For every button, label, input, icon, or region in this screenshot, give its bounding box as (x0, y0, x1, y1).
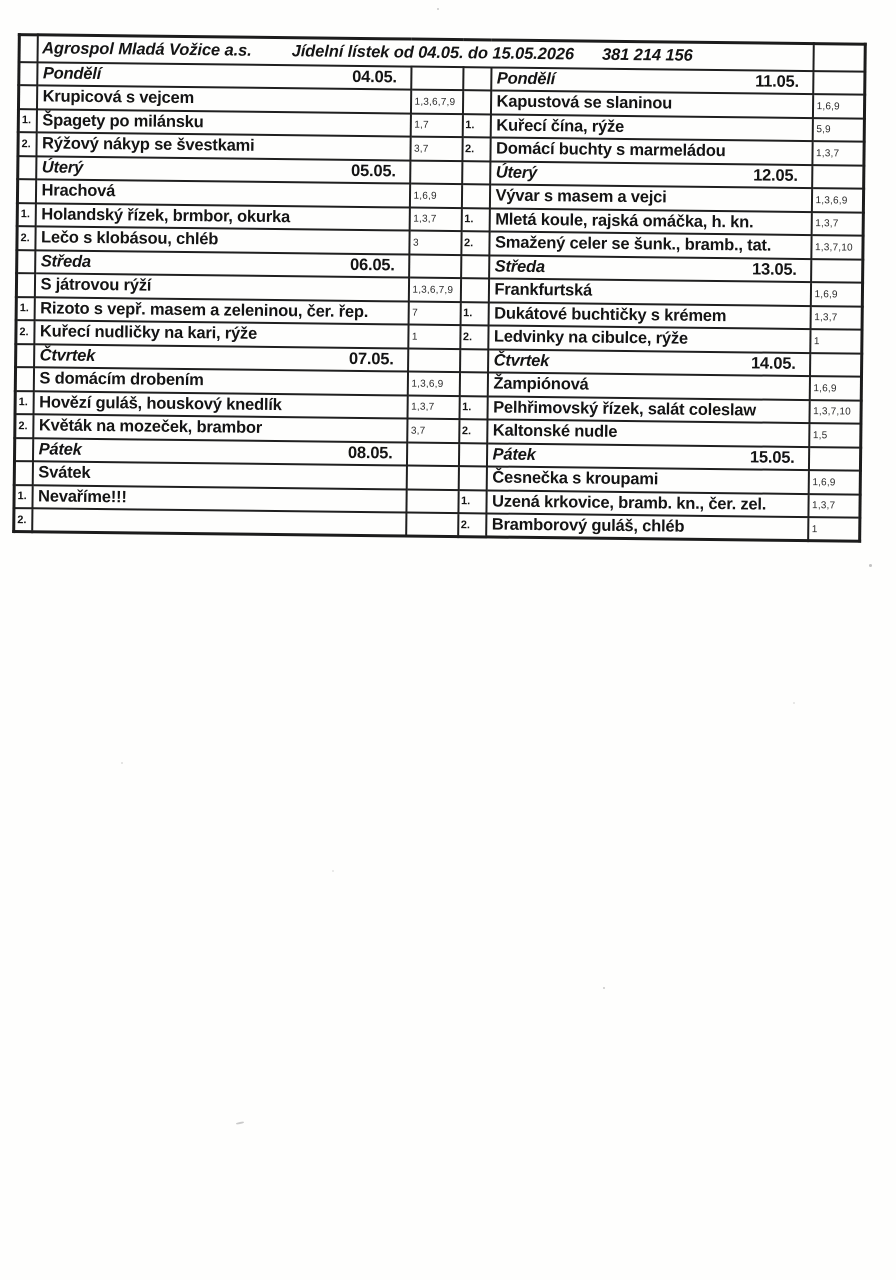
allergen-codes: 3,7 (413, 143, 429, 155)
company-name: Agrospol Mladá Vožice a.s. (42, 39, 252, 60)
meal-number-cell (16, 344, 34, 368)
allergen-codes: 7 (412, 307, 419, 319)
allergen-codes: 1,3,7 (812, 500, 836, 512)
allergen-codes: 1 (813, 335, 820, 347)
meal-number: 2. (20, 231, 30, 244)
day-date: 14.05. (750, 354, 796, 373)
day-date: 13.05. (751, 260, 797, 279)
dish-name: Dukátové buchtičky s krémem (494, 304, 727, 325)
meal-number: 2. (460, 518, 471, 531)
allergen-cell (811, 235, 863, 259)
dish-name: Smažený celer se šunk., bramb., tat. (494, 233, 772, 255)
allergen-cell (409, 207, 461, 231)
allergen-cell (811, 188, 863, 212)
dish-name: Hrachová (41, 181, 116, 201)
allergen-codes: 1,6,9 (413, 190, 437, 202)
day-name: Středa (40, 252, 92, 271)
meal-number: 1. (20, 208, 31, 221)
meal-number-cell (462, 90, 490, 114)
allergen-codes: 1,3,7 (816, 147, 840, 160)
dish-name: Kaltonské nudle (492, 421, 618, 442)
allergen-cell (407, 419, 459, 443)
dish-name: Kuřecí nudličky na kari, rýže (39, 322, 258, 344)
meal-number: 1. (460, 495, 471, 508)
dish-name: Kapustová se slaninou (496, 92, 673, 113)
day-name: Úterý (41, 158, 84, 177)
day-date: 05.05. (351, 161, 396, 181)
meal-number-cell (463, 67, 491, 91)
meal-number-cell (16, 273, 34, 297)
day-name: Čtvrtek (493, 351, 550, 370)
allergen-cell (410, 160, 462, 184)
meal-number-cell (18, 156, 36, 180)
allergen-cell (410, 113, 462, 137)
meal-number: 2. (17, 513, 27, 526)
allergen-cell (809, 376, 861, 400)
meal-number: 1. (463, 307, 473, 320)
allergen-cell (406, 442, 458, 466)
allergen-cell (408, 301, 460, 325)
day-name: Středa (494, 257, 545, 276)
meal-number-cell (14, 485, 32, 509)
meal-number: 1. (462, 401, 472, 414)
allergen-cell (409, 231, 461, 255)
meal-number: 2. (462, 330, 473, 344)
allergen-codes: 1,3,7 (814, 312, 838, 324)
dish-name: Žampiónová (493, 374, 589, 394)
menu-table (12, 33, 867, 543)
day-date: 15.05. (749, 448, 795, 467)
allergen-codes: 1,6,9 (816, 100, 840, 113)
allergen-codes: 1,6,9 (813, 382, 837, 395)
scan-speck (121, 762, 123, 764)
allergen-cell (407, 395, 459, 419)
day-date: 11.05. (755, 72, 799, 91)
dish-name: Kuřecí čína, rýže (496, 116, 625, 136)
meal-number: 1. (17, 490, 27, 503)
dish-name: Rizoto s vepř. masem a zeleninou, čer. řep. (40, 299, 369, 321)
allergen-cell (812, 118, 864, 142)
allergen-cell (407, 372, 459, 396)
meal-number: 2. (463, 236, 474, 250)
meal-number-cell (460, 325, 488, 349)
day-name: Úterý (495, 163, 538, 182)
allergen-codes: 1,3,6,9 (815, 194, 848, 207)
meal-number: 2. (21, 137, 31, 150)
meal-number-cell (16, 297, 34, 321)
meal-number-cell (460, 278, 488, 302)
meal-number-cell (459, 372, 487, 396)
meal-number-cell (17, 203, 35, 227)
phone-number: 381 214 156 (601, 45, 693, 65)
allergen-codes: 1,3,6,7,9 (414, 96, 456, 108)
dish-name: Vývar s masem a vejci (495, 186, 667, 207)
meal-number: 2. (461, 424, 472, 438)
dish-name: Bramborový guláš, chléb (491, 515, 685, 536)
allergen-codes: 1 (411, 331, 418, 343)
dish-name: Svátek (38, 463, 91, 483)
allergen-cell (406, 489, 458, 513)
allergen-cell (808, 447, 860, 471)
meal-number-cell (19, 62, 37, 86)
allergen-codes: 5,9 (816, 124, 831, 136)
menu-title: Jídelní lístek od 04.05. do 15.05.2026 (291, 41, 575, 64)
allergen-cell (409, 184, 461, 208)
meal-number-cell (14, 508, 32, 532)
day-date: 12.05. (753, 166, 798, 185)
meal-number-cell (460, 302, 488, 326)
dish-name: S játrovou rýží (40, 275, 152, 295)
allergen-cell (809, 400, 861, 424)
dish-name: Lečo s klobásou, chléb (40, 228, 219, 249)
allergen-codes: 1,3,7 (411, 401, 435, 414)
allergen-cell (411, 66, 463, 90)
meal-number-cell (16, 320, 34, 344)
day-date: 04.05. (352, 67, 397, 87)
allergen-codes: 1,3,7,10 (813, 406, 851, 418)
allergen-cell (812, 141, 864, 165)
dish-name: Rýžový nákyp se švestkami (41, 134, 255, 156)
allergen-codes: 1,6,9 (812, 476, 836, 489)
scan-speck (437, 8, 439, 10)
meal-number-cell (18, 85, 36, 109)
dish-name: Nevaříme!!! (37, 487, 127, 507)
meal-number-cell (17, 250, 35, 274)
dish-cell (32, 508, 406, 536)
meal-number-cell (14, 461, 32, 485)
meal-number-cell (462, 137, 490, 161)
scan-speck (869, 564, 872, 567)
allergen-cell (808, 494, 860, 518)
scan-speck (603, 987, 605, 989)
meal-number-cell (461, 184, 489, 208)
scan-speck (236, 1121, 244, 1125)
corner-cell (19, 35, 37, 62)
allergen-cell (408, 348, 460, 372)
allergen-cell (811, 212, 863, 236)
meal-number-cell (15, 391, 33, 415)
allergen-cell (409, 254, 461, 278)
day-name: Pondělí (42, 64, 102, 83)
meal-number-cell (461, 255, 489, 279)
meal-number: 1. (464, 213, 474, 226)
day-date: 08.05. (347, 443, 393, 463)
meal-number: 2. (19, 325, 29, 338)
meal-number: 2. (464, 142, 475, 156)
meal-number-cell (18, 109, 36, 133)
dish-name: Květák na mozeček, brambor (38, 416, 263, 438)
allergen-codes: 1,7 (414, 119, 429, 132)
allergen-cell (812, 94, 864, 118)
dish-name: Pelhřimovský řízek, salát coleslaw (493, 398, 757, 420)
day-name: Pátek (38, 440, 82, 459)
allergen-codes: 3 (412, 237, 419, 249)
allergen-cell (406, 513, 458, 537)
meal-number-cell (15, 414, 33, 438)
allergen-cell (810, 306, 862, 330)
meal-number-cell (461, 208, 489, 232)
meal-number-cell (459, 419, 487, 443)
meal-number-cell (18, 132, 36, 156)
dish-name: S domácím drobením (39, 369, 204, 390)
dish-name: Česnečka s kroupami (492, 468, 659, 489)
meal-number: 2. (18, 419, 28, 432)
dish-name: Krupicová s vejcem (42, 87, 195, 108)
meal-number-cell (14, 438, 32, 462)
meal-number: 1. (465, 119, 475, 132)
meal-number-cell (460, 349, 488, 373)
allergen-cell (811, 259, 863, 283)
meal-number-cell (461, 231, 489, 255)
meal-number-cell (17, 226, 35, 250)
meal-number-cell (17, 179, 35, 203)
allergen-cell (808, 470, 860, 494)
allergen-cell (408, 325, 460, 349)
meal-number-cell (462, 114, 490, 138)
dish-name: Hovězí guláš, houskový knedlík (39, 393, 282, 414)
allergen-cell (809, 423, 861, 447)
allergen-cell (808, 517, 860, 541)
day-name: Čtvrtek (39, 346, 96, 365)
allergen-cell (410, 90, 462, 114)
allergen-codes: 1 (811, 523, 818, 535)
allergen-codes: 1,5 (812, 429, 828, 442)
day-name: Pátek (492, 445, 536, 464)
allergen-codes: 1,3,7 (413, 213, 437, 226)
dish-name: Holandský řízek, brmbor, okurka (41, 205, 291, 226)
scan-speck (332, 870, 334, 872)
allergen-codes: 1,3,6,7,9 (412, 284, 454, 296)
allergen-cell (810, 329, 862, 353)
header-end-cell (813, 44, 865, 72)
day-date: 06.05. (349, 255, 395, 275)
meal-number-cell (458, 443, 486, 467)
dish-name: Frankfurtská (494, 280, 593, 300)
allergen-cell (812, 165, 864, 189)
allergen-cell (406, 466, 458, 490)
allergen-cell (810, 353, 862, 377)
allergen-codes: 1,3,7,10 (814, 241, 853, 254)
allergen-cell (813, 71, 865, 95)
allergen-cell (810, 282, 862, 306)
day-date: 07.05. (348, 349, 394, 369)
meal-number-cell (459, 396, 487, 420)
allergen-codes: 1,3,6,9 (411, 378, 444, 390)
dish-name: Mletá koule, rajská omáčka, h. kn. (495, 210, 754, 232)
dish-name: Domácí buchty s marmeládou (495, 139, 726, 161)
dish-name: Špagety po milánsku (42, 111, 204, 131)
meal-number: 1. (21, 114, 32, 127)
meal-number: 1. (18, 396, 28, 409)
allergen-codes: 3,7 (410, 425, 426, 437)
allergen-codes: 1,6,9 (814, 288, 838, 301)
meal-number-cell (458, 513, 486, 537)
meal-number-cell (15, 367, 33, 391)
allergen-codes: 1,3,7 (815, 218, 839, 230)
allergen-cell (408, 278, 460, 302)
allergen-cell (410, 137, 462, 161)
meal-number-cell (458, 466, 486, 490)
dish-name: Ledvinky na cibulce, rýže (493, 327, 689, 348)
dish-cell (486, 513, 808, 540)
scan-speck (793, 702, 795, 704)
day-name: Pondělí (496, 69, 556, 88)
meal-number-cell (462, 161, 490, 185)
scanned-document (12, 33, 867, 543)
meal-number: 1. (19, 302, 29, 315)
meal-number-cell (458, 490, 486, 514)
dish-name: Uzená krkovice, bramb. kn., čer. zel. (491, 492, 767, 514)
